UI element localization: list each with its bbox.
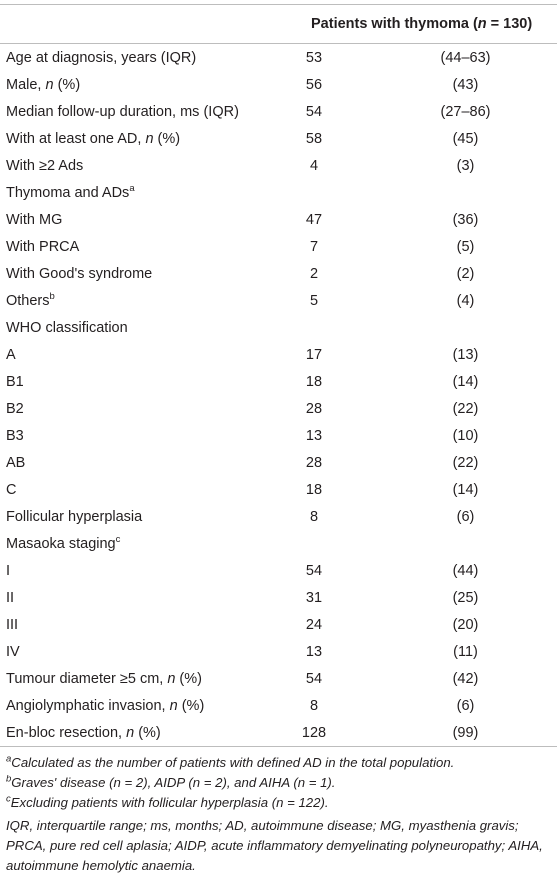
row-label [0, 617, 254, 633]
row-percent: (10) [452, 427, 479, 444]
footnote-marker: b [49, 290, 55, 302]
row-count: 2 [309, 265, 319, 282]
table-row [0, 557, 557, 584]
row-count: 17 [305, 346, 323, 363]
footnote-marker: a [129, 182, 135, 194]
row-label-text: Masaoka staging [6, 535, 116, 552]
row-label-text: With ≥2 Ads [6, 157, 84, 174]
row-label-text: Tumour diameter ≥5 cm, n (%) [6, 670, 202, 687]
row-count: 54 [305, 670, 323, 687]
row-label [0, 290, 254, 309]
table-row [0, 98, 557, 125]
row-label [0, 725, 254, 741]
row-label-text: I [6, 562, 11, 579]
row-percent: (22) [452, 400, 479, 417]
table-row [0, 206, 557, 233]
row-count: 8 [309, 697, 319, 714]
row-percent: (43) [452, 76, 479, 93]
table-row [0, 395, 557, 422]
row-percent: (44–63) [440, 49, 491, 66]
footnote-marker: c [115, 533, 121, 545]
row-label-text: C [6, 481, 17, 498]
table-row [0, 422, 557, 449]
table-row [0, 719, 557, 746]
row-percent: (3) [456, 157, 475, 174]
footnote [6, 793, 551, 813]
footnote-text: Excluding patients with follicular hyperplasia (n = 122). [10, 795, 329, 810]
row-percent: (14) [452, 373, 479, 390]
table-row [0, 692, 557, 719]
row-percent: (2) [456, 265, 475, 282]
table-row [0, 71, 557, 98]
footnote-text: Graves' disease (n = 2), AIDP (n = 2), and AIHA (n = 1). [11, 775, 336, 790]
row-label [0, 671, 254, 687]
table-row [0, 125, 557, 152]
table-row [0, 368, 557, 395]
row-label [0, 320, 254, 336]
row-percent: (45) [452, 130, 479, 147]
row-label-text: Angiolymphatic invasion, n (%) [6, 697, 205, 714]
row-count: 28 [305, 454, 323, 471]
row-count: 47 [305, 211, 323, 228]
row-label [0, 104, 254, 120]
row-label-text: AB [6, 454, 26, 471]
row-percent: (22) [452, 454, 479, 471]
row-label-text: B2 [6, 400, 24, 417]
table-row [0, 611, 557, 638]
row-label [0, 509, 254, 525]
row-percent: (36) [452, 211, 479, 228]
row-label-text: B3 [6, 427, 24, 444]
row-count: 13 [305, 643, 323, 660]
table-row [0, 314, 557, 341]
row-label [0, 212, 254, 228]
row-percent: (25) [452, 589, 479, 606]
row-count: 18 [305, 373, 323, 390]
footnotes [0, 747, 557, 813]
abbreviations-note: IQR, interquartile range; ms, months; AD, autoimmune disease; MG, myasthenia gravis; PRCA, pure red cell aplasia; AIDP, acute inflammatory demyelinating polyneuropathy; AIHA, autoimmune hemolytic anaemia. [6, 818, 543, 873]
row-count: 13 [305, 427, 323, 444]
row-count: 24 [305, 616, 323, 633]
row-count: 7 [309, 238, 319, 255]
row-count: 128 [301, 724, 327, 741]
table-row [0, 665, 557, 692]
row-label-text: En-bloc resection, n (%) [6, 724, 161, 741]
table-body [0, 44, 557, 746]
table-row [0, 233, 557, 260]
row-count: 54 [305, 562, 323, 579]
row-label [0, 698, 254, 714]
row-label [0, 158, 254, 174]
table-header-row [0, 5, 557, 43]
row-label [0, 374, 254, 390]
table-row [0, 44, 557, 71]
row-percent: (27–86) [440, 103, 491, 120]
row-label [0, 533, 254, 552]
row-label-text: II [6, 589, 15, 606]
row-label [0, 347, 254, 363]
row-label [0, 266, 254, 282]
row-label-text: B1 [6, 373, 24, 390]
row-label [0, 239, 254, 255]
table-row [0, 152, 557, 179]
table-container [0, 4, 557, 876]
row-count: 56 [305, 76, 323, 93]
row-label-text: With PRCA [6, 238, 80, 255]
footnote-text: Calculated as the number of patients with defined AD in the total population. [11, 755, 455, 770]
row-count: 18 [305, 481, 323, 498]
row-count: 28 [305, 400, 323, 417]
footnote-mark: c [6, 793, 11, 805]
row-label [0, 455, 254, 471]
row-label-text: Median follow-up duration, ms (IQR) [6, 103, 239, 120]
row-label [0, 131, 254, 147]
row-label-text: IV [6, 643, 20, 660]
row-percent: (13) [452, 346, 479, 363]
row-percent: (5) [456, 238, 475, 255]
row-percent: (42) [452, 670, 479, 687]
table-row [0, 503, 557, 530]
row-label [0, 590, 254, 606]
row-count: 31 [305, 589, 323, 606]
row-count: 53 [305, 49, 323, 66]
row-percent: (14) [452, 481, 479, 498]
footnote [6, 773, 551, 793]
footnote-mark: b [6, 773, 12, 785]
row-label [0, 401, 254, 417]
row-label-text: III [6, 616, 19, 633]
row-label-text: Thymoma and ADs [6, 184, 130, 201]
row-label-text: Age at diagnosis, years (IQR) [6, 49, 197, 66]
row-label [0, 482, 254, 498]
table-row [0, 449, 557, 476]
row-label-text: With at least one AD, n (%) [6, 130, 181, 147]
table-row [0, 584, 557, 611]
row-count: 8 [309, 508, 319, 525]
row-percent: (20) [452, 616, 479, 633]
row-count: 58 [305, 130, 323, 147]
row-label-text: Male, n (%) [6, 76, 81, 93]
row-label-text: A [6, 346, 16, 363]
row-label [0, 644, 254, 660]
table-row [0, 638, 557, 665]
table-row [0, 179, 557, 206]
row-percent: (6) [456, 508, 475, 525]
row-percent: (6) [456, 697, 475, 714]
row-count: 5 [309, 292, 319, 309]
table-row [0, 530, 557, 557]
row-label-text: With MG [6, 211, 63, 228]
row-label-text: With Good's syndrome [6, 265, 153, 282]
row-label [0, 428, 254, 444]
table-row [0, 287, 557, 314]
row-label [0, 77, 254, 93]
row-percent: (4) [456, 292, 475, 309]
row-label-text: WHO classification [6, 319, 128, 336]
footnote [6, 753, 551, 773]
table-row [0, 260, 557, 287]
row-count: 54 [305, 103, 323, 120]
row-label [0, 563, 254, 579]
table-row [0, 476, 557, 503]
table-row [0, 341, 557, 368]
row-label [0, 182, 254, 201]
row-label-text: Others [6, 292, 50, 309]
row-count: 4 [309, 157, 319, 174]
row-percent: (99) [452, 724, 479, 741]
row-label [0, 50, 254, 66]
row-percent: (44) [452, 562, 479, 579]
row-label-text: Follicular hyperplasia [6, 508, 143, 525]
header-group-title: Patients with thymoma (n = 130) [311, 16, 533, 32]
row-percent: (11) [453, 643, 478, 660]
footnote-mark: a [6, 753, 12, 765]
